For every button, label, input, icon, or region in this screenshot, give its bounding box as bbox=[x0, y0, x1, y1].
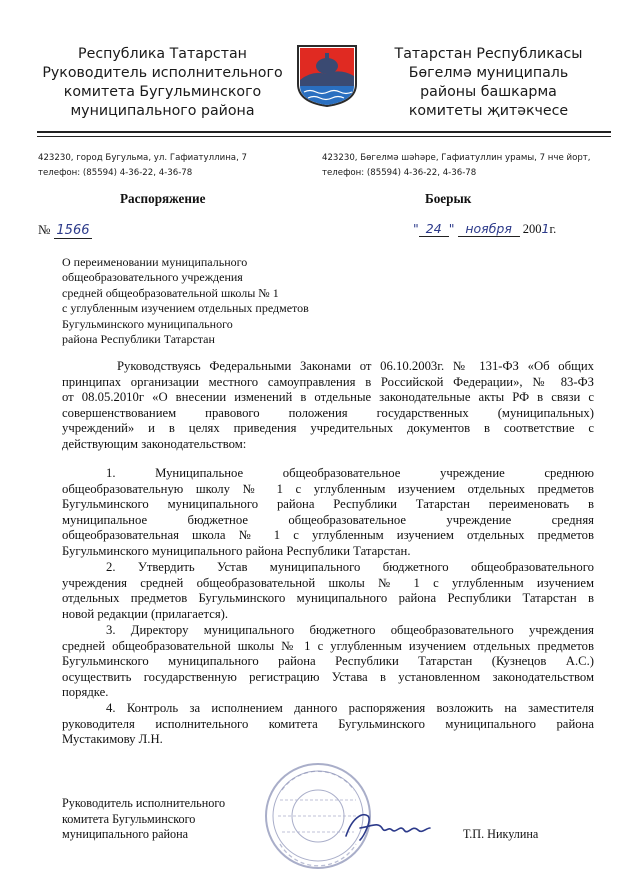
item-line: учреждения средней общеобразовательной школы № 1 с углубленным изучением bbox=[62, 575, 594, 590]
signatory-title-line: комитета Бугульминского bbox=[62, 811, 196, 826]
address-right bbox=[322, 151, 591, 180]
item-line: муниципальное бюджетное общеобразовательное учреждение средняя bbox=[62, 512, 594, 527]
item-line: осуществить государственную регистрацию Устава в установленном законодательством bbox=[62, 669, 594, 684]
header-left-line: комитета Бугульминского bbox=[63, 84, 262, 100]
order-item-2 bbox=[62, 560, 594, 622]
subject-line: общеобразовательного учреждения bbox=[62, 270, 243, 285]
date-month: ноября bbox=[458, 221, 520, 237]
date-year-tail: 1 bbox=[541, 221, 550, 236]
address-right-line: 423230, Бөгелмә шәһәре, Гафиатуллин урамы, 7 нче йорт, bbox=[322, 153, 591, 163]
preamble-line: Руководствуясь Федеральными Законами от 06.10.2003г. № 131-ФЗ «Об общих bbox=[117, 359, 594, 373]
item-line: руководителя исполнительного комитета Бугульминского муниципального района bbox=[62, 716, 594, 731]
header-right-line: Бөгелмә муниципаль bbox=[408, 65, 569, 81]
item-line: общеобразовательную школу № 1 с углубленным изучением отдельных предметов bbox=[62, 481, 594, 496]
subject-line: района Республики Татарстан bbox=[62, 332, 215, 347]
subject-line: с углубленным изучением отдельных предметов bbox=[62, 301, 309, 316]
header-divider-thick bbox=[37, 131, 611, 133]
date-suffix: г. bbox=[549, 222, 557, 236]
number-sign: № bbox=[38, 222, 51, 237]
signatory-title-line: Руководитель исполнительного bbox=[62, 796, 226, 810]
item-line: Бугульминского муниципального района Республики Татарстан переименовать в bbox=[62, 497, 594, 512]
preamble-line: учреждений» и в целях приведения учредительных документов в соответствие с bbox=[62, 421, 594, 436]
order-item-1 bbox=[62, 466, 594, 560]
subject-line: средней общеобразовательной школы № 1 bbox=[62, 285, 279, 300]
header-divider-thin bbox=[37, 136, 611, 137]
signatory-name: Т.П. Никулина bbox=[463, 827, 539, 841]
item-line: порядке. bbox=[62, 685, 109, 700]
header-right bbox=[366, 45, 611, 121]
address-right-line: телефон: (85594) 4-36-22, 4-36-78 bbox=[322, 167, 477, 178]
preamble-line: действующим законодательством: bbox=[62, 436, 247, 451]
handwritten-signature bbox=[342, 806, 432, 846]
signatory-title-line: муниципального района bbox=[62, 827, 189, 841]
header-left bbox=[40, 45, 285, 121]
preamble-line: совершенствованием правового положения государственных (муниципальных) bbox=[62, 405, 594, 420]
date-day: 24 bbox=[419, 221, 449, 237]
item-line: общеобразовательная школа № 1 с углубленным изучением отдельных предметов bbox=[62, 528, 594, 543]
item-line: 3. Директору муниципального бюджетного общеобразовательного учреждения bbox=[106, 623, 594, 637]
header-right-line: Татарстан Республикасы bbox=[394, 46, 583, 62]
item-line: Бугульминского муниципального района Республики Татарстан (Кузнецов А.С.) bbox=[62, 654, 594, 669]
date-year-prefix: 200 bbox=[522, 222, 542, 236]
item-line: средней общеобразовательной школы № 1 с углубленным изучением отдельных предметов bbox=[62, 638, 594, 653]
order-item-4 bbox=[62, 701, 594, 748]
address-left-line: телефон: (85594) 4-36-22, 4-36-78 bbox=[38, 167, 193, 178]
address-left-line: 423230, город Бугульма, ул. Гафиатуллина, 7 bbox=[38, 153, 248, 163]
doc-type-ru: Распоряжение bbox=[120, 191, 206, 206]
item-line: новой редакции (прилагается). bbox=[62, 606, 229, 621]
preamble bbox=[62, 359, 594, 453]
doc-type-tt: Боерык bbox=[425, 191, 472, 206]
item-line: 1. Муниципальное общеобразовательное учреждение среднюю bbox=[106, 466, 594, 480]
subject-line: Бугульминского муниципального bbox=[62, 316, 233, 331]
document-number bbox=[38, 221, 98, 241]
subject-block bbox=[62, 255, 309, 347]
signatory-title bbox=[62, 796, 225, 843]
preamble-line: принципах организации местного самоуправления в Российской Федерации», № 83-ФЗ bbox=[62, 374, 594, 389]
preamble-line: от 08.05.2010г «О внесении изменений в отдельные законодательные акты РФ в связи с bbox=[62, 390, 594, 405]
item-line: Бугульминского муниципального района Республики Татарстан. bbox=[62, 543, 411, 558]
header-left-line: Руководитель исполнительного bbox=[42, 65, 283, 81]
order-item-3 bbox=[62, 623, 594, 701]
item-line: 4. Контроль за исполнением данного распоряжения возложить на заместителя bbox=[106, 701, 594, 715]
number-value: 1566 bbox=[56, 223, 90, 238]
date-close-quote: " bbox=[448, 221, 455, 236]
item-line: 2. Утвердить Устав муниципального бюджетного общеобразовательного bbox=[106, 560, 594, 574]
item-line: Мустакимову Л.Н. bbox=[62, 732, 163, 747]
header-right-line: районы башкарма bbox=[420, 84, 557, 100]
date-open-quote: " bbox=[413, 221, 419, 236]
address-left bbox=[38, 151, 247, 180]
item-line: отдельных предметов Бугульминского муниципального района Республики Татарстан в bbox=[62, 591, 594, 606]
document-date bbox=[413, 221, 556, 237]
header-right-line: комитеты җитәкчесе bbox=[408, 103, 569, 119]
coat-of-arms-emblem bbox=[296, 44, 358, 108]
header-left-line: муниципального района bbox=[70, 103, 255, 119]
subject-line: О переименовании муниципального bbox=[62, 255, 248, 269]
header-left-line: Республика Татарстан bbox=[78, 46, 247, 62]
